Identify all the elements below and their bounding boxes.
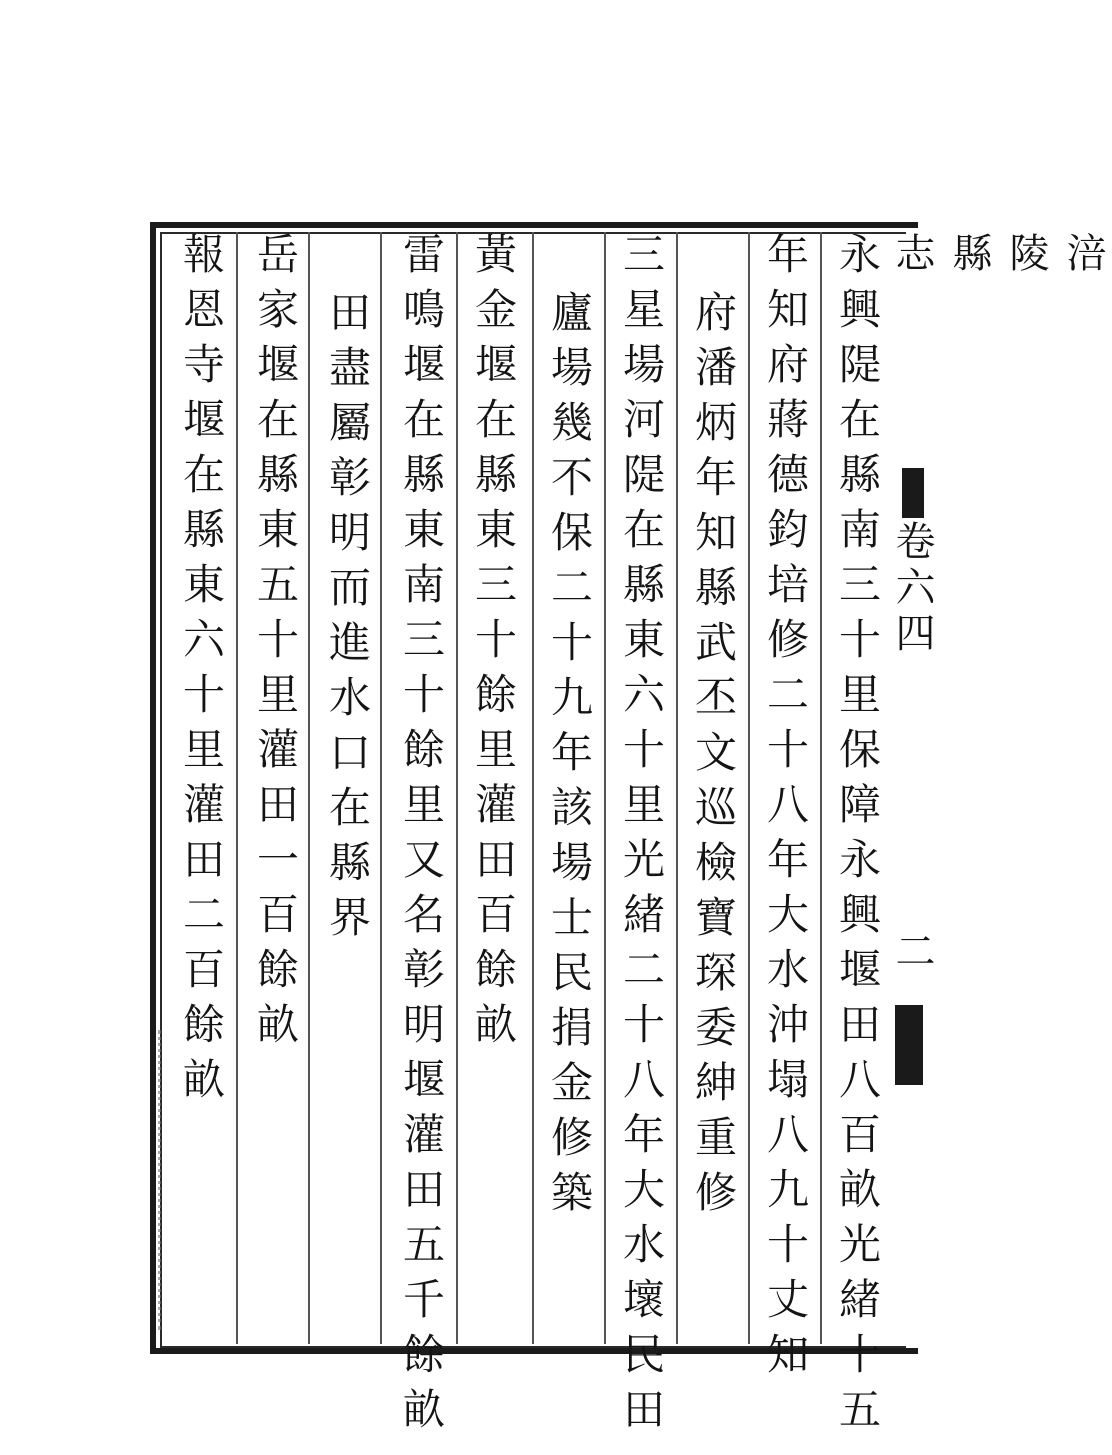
column-rule [676, 232, 678, 1344]
column-rule [748, 232, 750, 1344]
print-specks [158, 1030, 183, 1330]
page-number: 二 [889, 930, 935, 976]
column-rule [820, 232, 822, 1344]
text-column: 永興隄在縣南三十里保障永興堰田八百畝光緒十五 [833, 232, 882, 1442]
column-rule [380, 232, 382, 1344]
text-column: 報恩寺堰在縣東六十里灌田二百餘畝 [177, 232, 226, 1112]
column-rule [308, 232, 310, 1344]
text-column: 雷鳴堰在縣東南三十餘里又名彰明堰灌田五千餘畝 [397, 232, 446, 1442]
column-rule [532, 232, 534, 1344]
column-rule [236, 232, 238, 1344]
text-column: 年知府蔣德鈞培修二十八年大水沖塌八九十丈知 [761, 232, 810, 1387]
column-rule [456, 232, 458, 1344]
text-column: 三星場河隄在縣東六十里光緒二十八年大水壞民田 [617, 232, 666, 1442]
book-title: 涪陵縣志 [889, 232, 1106, 278]
column-rule [604, 232, 606, 1344]
fishtail-mark [902, 468, 924, 518]
page-number-marker [884, 930, 941, 976]
text-column: 黃金堰在縣東三十餘里灌田百餘畝 [469, 232, 518, 1057]
fishtail-block [895, 1005, 923, 1085]
text-column: 府潘炳年知縣武丕文巡檢寶琛委紳重修 [689, 290, 738, 1225]
text-column: 廬場幾不保二十九年該場士民捐金修築 [545, 290, 594, 1225]
text-column: 岳家堰在縣東五十里灌田一百餘畝 [251, 232, 300, 1057]
text-column: 田盡屬彰明而進水口在縣界 [323, 290, 372, 950]
chapter-label: 卷六四 [889, 520, 935, 658]
chapter-marker [884, 520, 941, 658]
